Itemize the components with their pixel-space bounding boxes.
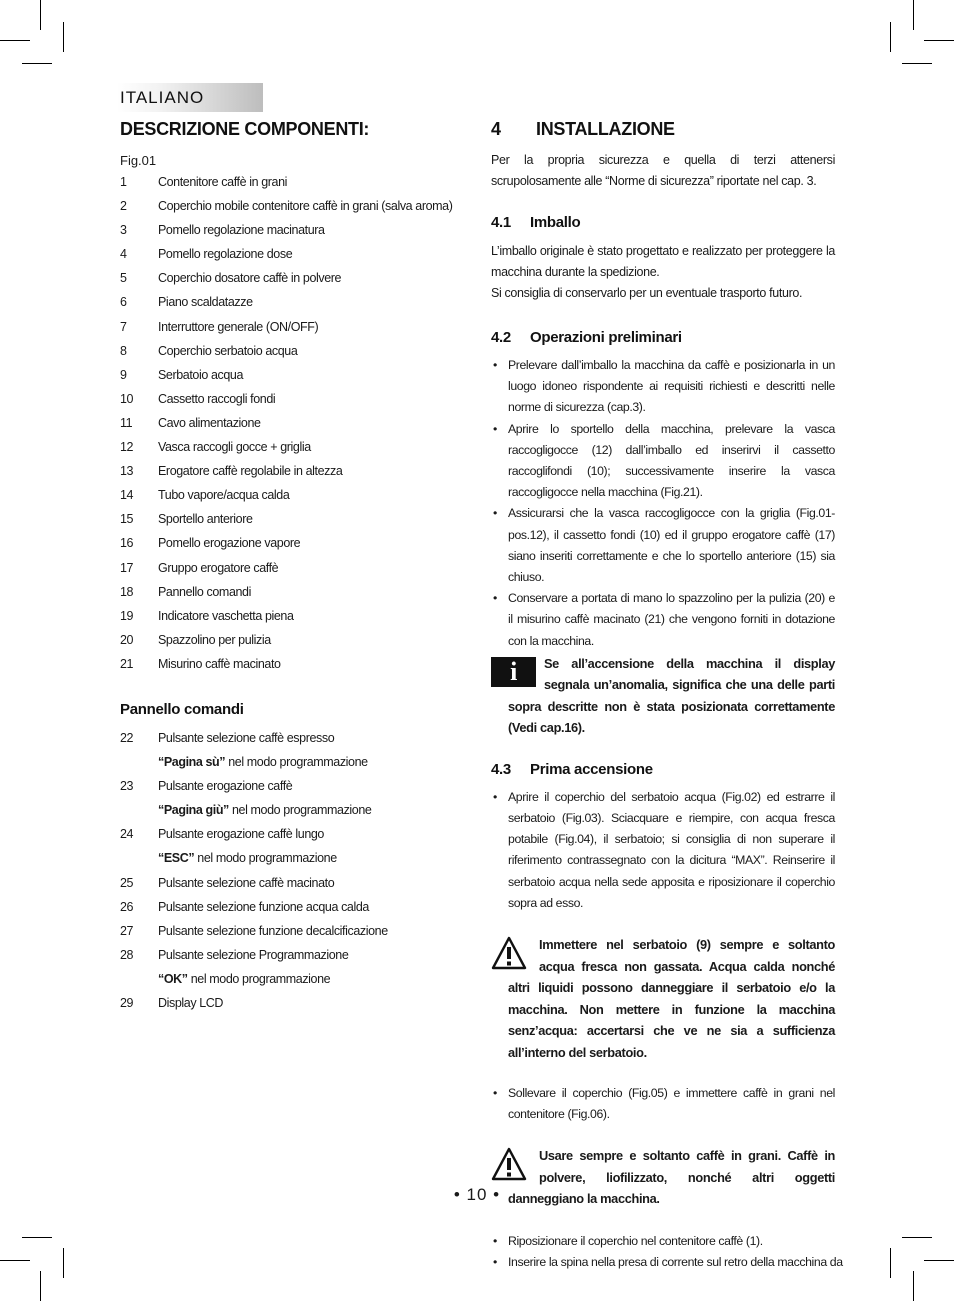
list-item: • Aprire lo sportello della macchina, prelevare la vasca raccogligocce (12) dall’imballo ed inserirvi il cassetto raccoglifondi (10); successivamente inserire la vasca raccogligocce nella macchina (Fig.21). [491,419,835,504]
item-number: 8 [120,343,127,358]
item-text: Cassetto raccogli fondi [158,391,276,406]
item-number: 14 [120,488,134,503]
list-item [120,435,450,459]
item-number: 5 [120,271,127,286]
list-item: • Aprire il coperchio del serbatoio acqua (Fig.02) ed estrarre il serbatoio (Fig.03). Sciacquare e riempire, con acqua fresca potabile (Fig.04), il serbatoio; si consiglia di non superare il riferimento contrassegnato con la dicitura “MAX”. Reinserire il serbatoio acqua nella sede apposita e riposizionare il coperchio sopra ad esso. [491,787,835,914]
subsection-title-4-2 [491,326,835,350]
language-tab: ITALIANO [117,83,263,112]
list-item: • Conservare a portata di mano lo spazzolino per la pulizia (20) e il misurino caffè macinato (21) che vengono forniti in dotazione con la macchina. [491,588,835,652]
components-list [120,170,453,676]
warning-icon [491,1147,527,1181]
crop-mark [40,1271,41,1301]
item-number: 11 [120,415,133,430]
item-subtext [158,846,450,870]
info-note-text: Se all’accensione della macchina il display segnala un’anomalia, significa che una delle parti sopra descritte non è stata posizionata correttamente (Vedi cap.16). [508,655,835,736]
crop-mark [902,63,932,64]
section-title-components: DESCRIZIONE COMPONENTI: [120,119,370,139]
item-text: Indicatore vaschetta piena [158,608,294,623]
item-subtext-key: “ESC” [158,851,195,866]
item-number: 12 [120,440,134,455]
list-item [120,507,450,531]
list-item [120,774,450,822]
item-text: Pomello regolazione macinatura [158,223,325,238]
item-number: 19 [120,608,134,623]
item-number: 13 [120,464,134,479]
crop-mark [902,1237,932,1238]
subsection-number: 4.2 [491,329,511,346]
item-subtext-rest: nel modo programmazione [228,803,372,818]
subsection-number: 4.3 [491,760,511,778]
item-text: Pulsante selezione caffè espresso [158,730,335,745]
item-subtext [158,798,450,822]
item-number: 17 [120,560,134,575]
list-item [120,218,450,242]
list-item: • Assicurarsi che la vasca raccogligocce con la griglia (Fig.01-pos.12), il cassetto fondi (10) ed il gruppo erogatore caffè (17) siano inseriti correttamente e che lo sportello anteriore (15) sia chiuso. [491,503,835,588]
item-text: Interruttore generale (ON/OFF) [158,319,319,334]
list-item [120,363,450,387]
item-number: 29 [120,996,134,1010]
item-text: Spazzolino per pulizia [158,632,271,647]
item-text: Coperchio dosatore caffè in polvere [158,271,342,286]
crop-mark [913,1271,914,1301]
panel-title: Pannello comandi [120,700,244,718]
first-start-list-2 [491,1083,835,1125]
item-text: Piano scaldatazze [158,295,253,310]
figure-label: Fig.01 [120,153,157,168]
list-item [120,411,450,435]
item-text: Tubo vapore/acqua calda [158,488,290,503]
item-number: 6 [120,295,127,310]
item-subtext [158,967,450,991]
list-item [120,871,450,895]
list-item [120,266,450,290]
item-number: 2 [120,199,127,214]
list-item [120,483,450,507]
section-title-installation [491,115,835,143]
subsection-title-text: Imballo [530,214,581,231]
list-item: • Riposizionare il coperchio nel contenitore caffè (1). [491,1231,835,1252]
item-text: Display LCD [158,996,224,1010]
warning-note [491,934,835,1063]
list-item [120,991,450,1015]
item-text: Gruppo erogatore caffè [158,560,279,575]
item-text: Coperchio serbatoio acqua [158,343,298,358]
item-text: Pulsante erogazione caffè lungo [158,827,324,842]
crop-mark [0,1260,30,1261]
warning-text: Immettere nel serbatoio (9) sempre e soltanto acqua fresca non gassata. Acqua calda nonché altri liquidi possono danneggiare il serbatoio e/o la macchina. Non mettere in funzione la macchina senz’acqua: accertarsi che ve ne sia a sufficienza all’interno del serbatoio. [508,937,835,1060]
subsection-number: 4.1 [491,214,511,231]
list-item [120,194,453,218]
first-start-list [491,787,835,914]
crop-mark [0,40,30,41]
item-number: 20 [120,632,134,647]
item-number: 28 [120,947,134,962]
list-item [120,531,450,555]
item-text: Pulsante selezione caffè macinato [158,875,335,890]
list-item [120,943,450,991]
item-text: Pulsante selezione Programmazione [158,947,349,962]
list-item [120,315,450,339]
list-item [120,387,450,411]
crop-mark [924,40,954,41]
subsection-title-4-3 [491,758,835,782]
warning-icon [491,936,527,970]
item-text: Pomello regolazione dose [158,247,293,262]
crop-mark [63,1248,64,1278]
list-item [120,556,450,580]
info-note [491,653,835,739]
item-text: Coperchio mobile contenitore caffè in grani (salva aroma) [158,199,453,214]
item-number: 3 [120,223,127,238]
list-item [120,339,450,363]
item-text: Pulsante selezione funzione decalcificazione [158,923,388,938]
list-item [120,726,450,774]
list-item [120,822,450,870]
item-number: 16 [120,536,134,551]
item-number: 21 [120,656,134,671]
list-item [120,919,450,943]
panel-list [120,726,450,1015]
item-text: Contenitore caffè in grani [158,175,288,189]
packaging-paragraph-2: Si consiglia di conservarlo per un eventuale trasporto futuro. [491,286,803,300]
item-text: Pannello comandi [158,584,251,599]
list-item: • Prelevare dall’imballo la macchina da caffè e posizionarla in un luogo idoneo rispondente ai requisiti richiesti e descritti nelle norme di sicurezza (cap.3). [491,355,835,419]
item-text: Erogatore caffè regolabile in altezza [158,464,343,479]
preliminary-steps-list [491,355,835,652]
list-item [120,459,450,483]
item-text: Pomello erogazione vapore [158,536,301,551]
crop-mark [890,22,891,52]
item-subtext-rest: nel modo programmazione [225,755,368,770]
warning-text: Usare sempre e soltanto caffè in grani. Caffè in polvere, liofilizzato, nonché altri oggetti danneggiano la macchina. [508,1148,835,1207]
section-number: 4 [491,119,501,139]
page-number: • 10 • [453,1185,501,1204]
left-column [120,115,453,1015]
item-text: Cavo alimentazione [158,415,261,430]
item-text: Pulsante selezione funzione acqua calda [158,899,369,914]
item-number: 10 [120,391,134,406]
item-subtext [158,750,450,774]
subsection-title-text: Operazioni preliminari [530,329,682,346]
list-item [120,290,450,314]
crop-mark [890,1248,891,1278]
packaging-paragraph: L’imballo originale è stato progettato e realizzato per proteggere la macchina durante la spedizione. [491,244,835,279]
info-icon: i [491,657,536,687]
item-subtext-key: “Pagina sù” [158,755,226,770]
item-number: 26 [120,899,134,914]
list-item [120,242,450,266]
item-subtext-key: “Pagina giù” [158,803,229,818]
item-text: Pulsante erogazione caffè [158,779,293,794]
section-title-text: INSTALLAZIONE [536,119,675,139]
list-item [120,580,450,604]
item-text: Serbatoio acqua [158,367,244,382]
item-subtext-rest: nel modo programmazione [194,851,337,866]
list-item [120,652,450,676]
item-number: 22 [120,730,134,745]
right-column [491,115,843,1273]
item-text: Misurino caffè macinato [158,656,281,671]
first-start-list-3 [491,1231,843,1273]
item-number: 4 [120,247,127,262]
list-item [120,628,450,652]
list-item [120,604,450,628]
item-number: 18 [120,584,134,599]
crop-mark [22,63,52,64]
item-number: 25 [120,875,134,890]
crop-mark [63,22,64,52]
subsection-title-text: Prima accensione [530,760,653,778]
list-item: • Inserire la spina nella presa di corrente sul retro della macchina da [491,1252,835,1273]
list-item [120,170,450,194]
item-text: Vasca raccogli gocce + griglia [158,440,311,455]
crop-mark [924,1260,954,1261]
item-number: 24 [120,827,134,842]
crop-mark [40,0,41,30]
intro-paragraph: Per la propria sicurezza e quella di terzi attenersi scrupolosamente alle “Norme di sicurezza” riportate nel cap. 3. [491,153,835,188]
list-item: • Sollevare il coperchio (Fig.05) e immettere caffè in grani nel contenitore (Fig.06). [491,1083,835,1125]
subsection-title-4-1 [491,211,835,235]
item-subtext-rest: nel modo programmazione [187,971,331,986]
crop-mark [913,0,914,30]
crop-mark [22,1237,52,1238]
item-number: 27 [120,923,134,938]
item-number: 23 [120,779,134,794]
item-number: 7 [120,319,127,334]
item-number: 9 [120,367,127,382]
list-item [120,895,450,919]
item-subtext-key: “OK” [158,971,188,986]
item-text: Sportello anteriore [158,512,253,527]
item-number: 15 [120,512,134,527]
item-number: 1 [120,175,127,189]
